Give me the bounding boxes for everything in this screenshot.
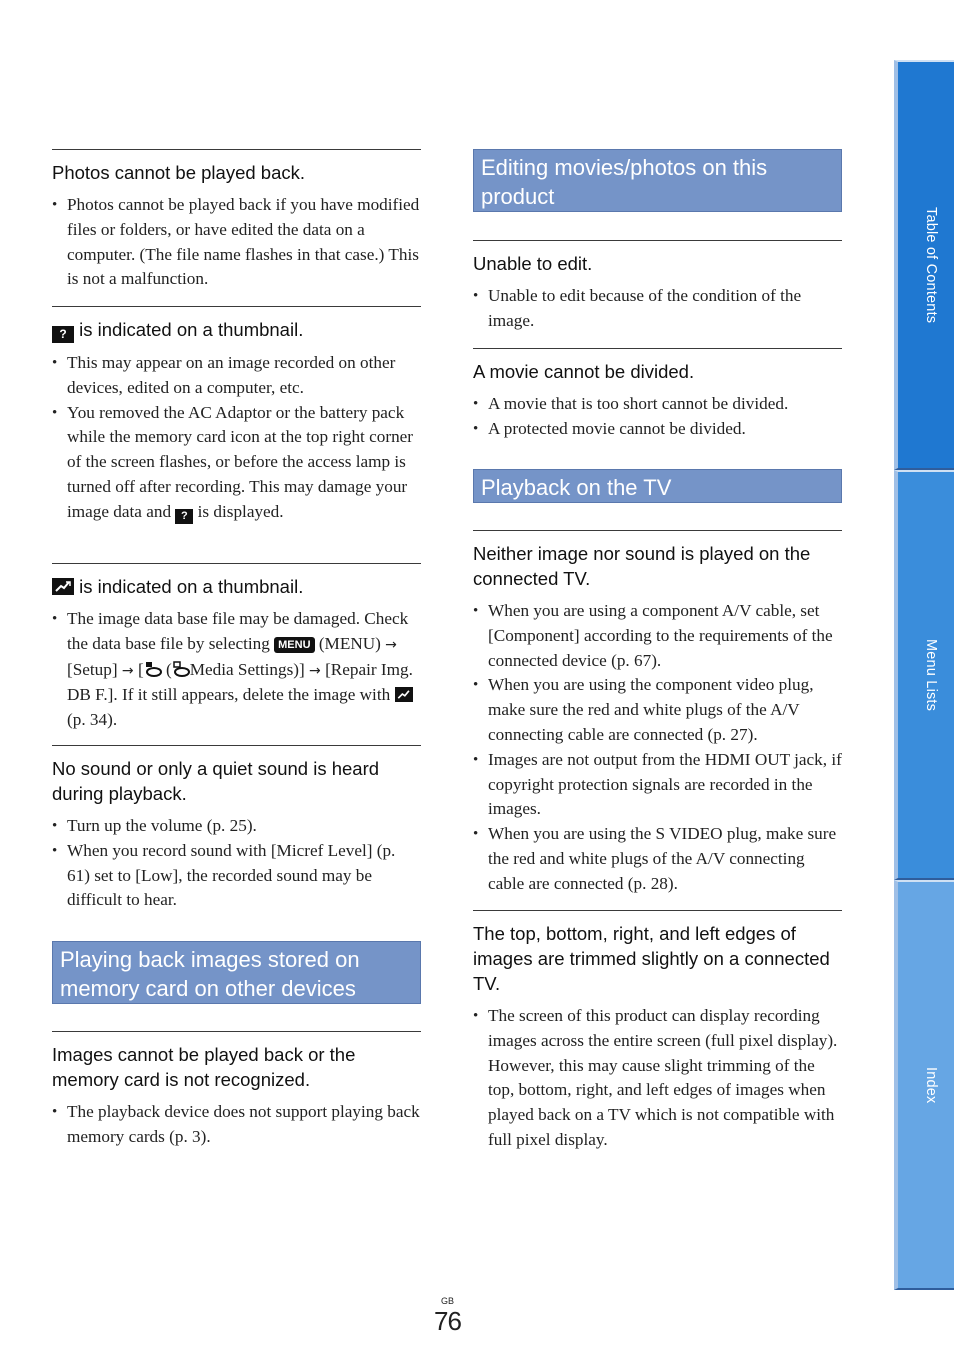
- divider: [473, 348, 842, 349]
- section-no-sound: [52, 745, 421, 913]
- arrow-right-icon: →: [385, 636, 397, 653]
- divider: [473, 240, 842, 241]
- question-icon: ?: [175, 509, 193, 524]
- section-unable-edit: [473, 240, 842, 334]
- section-movie-divide: [473, 348, 842, 442]
- broken-image-icon: [395, 687, 413, 702]
- section-heading: Images cannot be played back or the memory card is not recognized.: [52, 1044, 356, 1090]
- bullet-list: [473, 284, 842, 334]
- bullet-list: [52, 193, 421, 292]
- list-item: • Photos cannot be played back if you have modified files or folders, or have edited the data on a computer. (The file name flashes in that case.) This is not a malfunction.: [52, 193, 421, 292]
- side-tabs: [894, 60, 954, 1290]
- section-heading: No sound or only a quiet sound is heard during playback.: [52, 758, 380, 804]
- page-ref: (p. 34).: [67, 710, 118, 730]
- section-band-playback-tv: Playback on the TV: [473, 469, 842, 503]
- menu-label: (MENU): [318, 633, 381, 653]
- heading-text: is indicated on a thumbnail.: [79, 319, 304, 340]
- arrow-right-icon: →: [309, 662, 321, 679]
- tab-label: Menu Lists: [923, 638, 939, 712]
- section-band-editing: Editing movies/photos on this product: [473, 149, 842, 212]
- section-edges-trimmed: [473, 910, 842, 1153]
- tab-table-of-contents[interactable]: [894, 60, 954, 470]
- question-icon: ?: [52, 326, 74, 343]
- list-item: • This may appear on an image recorded on other devices, edited on a computer, etc.: [52, 351, 421, 401]
- tab-label: Index: [923, 1066, 939, 1104]
- bracket-open: [: [137, 659, 144, 679]
- bullet-list: [52, 1100, 421, 1150]
- arrow-right-icon: →: [121, 662, 134, 679]
- section-heading: [52, 317, 421, 343]
- section-photos-cannot-play: [52, 149, 421, 292]
- bullet-list: [52, 814, 421, 913]
- section-band-other-devices: Playing back images stored on memory card on other devices: [52, 941, 421, 1004]
- divider: [52, 1031, 421, 1032]
- page-number: 76: [434, 1306, 461, 1336]
- list-item: • A movie that is too short cannot be divided.: [473, 392, 842, 417]
- section-heading: Photos cannot be played back.: [52, 162, 306, 183]
- list-item: • When you are using a component A/V cable, set [Component] according to the requirements of the connected device (p. 67).: [473, 599, 842, 673]
- list-item: • When you are using the S VIDEO plug, make sure the red and white plugs of the A/V connecting cable are connected (p. 28).: [473, 822, 842, 896]
- bullet-list: [52, 351, 421, 525]
- list-item: • Unable to edit because of the condition of the image.: [473, 284, 842, 334]
- list-item: [52, 607, 421, 733]
- media-settings-icon: [172, 661, 190, 677]
- divider: [52, 149, 421, 150]
- setup-label: [Setup]: [67, 659, 118, 679]
- divider: [52, 306, 421, 307]
- bullet-list: [473, 392, 842, 442]
- heading-text: is indicated on a thumbnail.: [79, 576, 304, 597]
- bullet-list: [473, 599, 842, 897]
- item-text: [Repair Img. DB F.]. If it still appears, delete the image with: [67, 659, 413, 705]
- broken-image-icon: [52, 578, 74, 595]
- item-text: The image data base file may be damaged. Check the data base file by selecting: [67, 609, 409, 653]
- list-item: • The screen of this product can display recording images across the entire screen (full pixel display). However, this may cause slight trimming of the top, bottom, right, and left edges of images when played back on a TV which is not compatible with full pixel display.: [473, 1004, 842, 1153]
- bullet-list: [473, 1004, 842, 1153]
- section-damaged-thumbnail: [52, 563, 421, 733]
- divider: [52, 563, 421, 564]
- section-no-image-sound: [473, 530, 842, 897]
- section-heading: The top, bottom, right, and left edges of images are trimmed slightly on a connected TV.: [473, 923, 830, 994]
- list-item: [52, 401, 421, 525]
- tab-menu-lists[interactable]: [894, 470, 954, 880]
- list-item: • When you are using the component video plug, make sure the red and white plugs of the A/V connecting cable are connected (p. 27).: [473, 673, 842, 747]
- list-item: • A protected movie cannot be divided.: [473, 417, 842, 442]
- paren-open: (: [165, 659, 172, 679]
- media-settings-icon: [144, 661, 162, 677]
- menu-icon: MENU: [274, 637, 314, 653]
- item-text: You removed the AC Adaptor or the battery pack while the memory card icon at the top right corner of the screen flashes, or before the access lamp is turned off after recording. This may damage your image data and: [67, 402, 414, 521]
- section-heading: A movie cannot be divided.: [473, 361, 695, 382]
- item-text-tail: is displayed.: [197, 501, 284, 521]
- section-heading: Unable to edit.: [473, 253, 593, 274]
- divider: [473, 910, 842, 911]
- tab-label: Table of Contents: [923, 206, 939, 324]
- section-not-recognized: [52, 1031, 421, 1150]
- list-item: • Turn up the volume (p. 25).: [52, 814, 421, 839]
- section-question-thumbnail: [52, 306, 421, 525]
- list-item: • The playback device does not support playing back memory cards (p. 3).: [52, 1100, 421, 1150]
- region-code: GB: [441, 1296, 455, 1306]
- divider: [473, 530, 842, 531]
- media-settings-label: Media Settings)]: [189, 659, 305, 679]
- tab-index[interactable]: [894, 880, 954, 1290]
- section-heading: [52, 574, 421, 599]
- divider: [52, 745, 421, 746]
- list-item: • When you record sound with [Micref Level] (p. 61) set to [Low], the recorded sound may be difficult to hear.: [52, 839, 421, 913]
- bullet-list: [52, 607, 421, 733]
- list-item: • Images are not output from the HDMI OUT jack, if copyright protection signals are recorded in the images.: [473, 748, 842, 822]
- section-heading: Neither image nor sound is played on the connected TV.: [473, 543, 811, 589]
